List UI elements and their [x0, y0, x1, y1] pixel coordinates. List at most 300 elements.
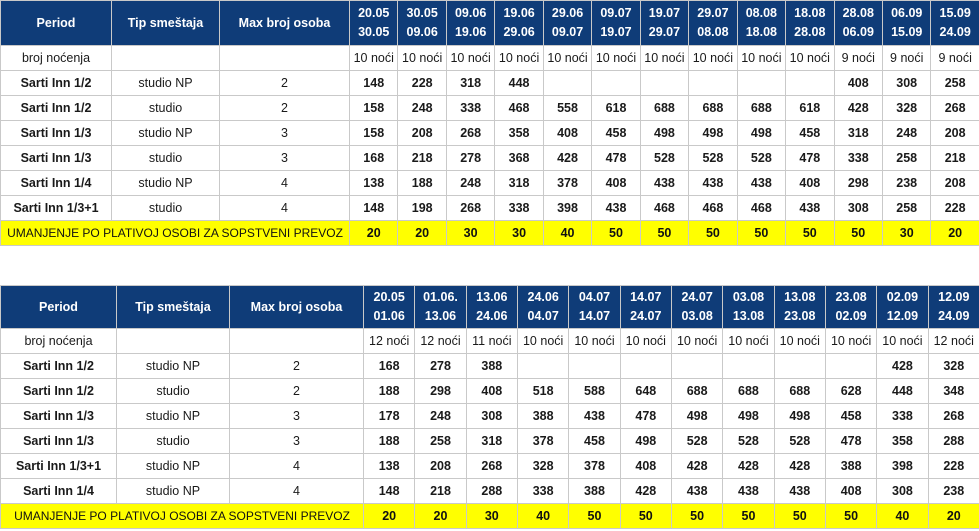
- price-cell: 248: [398, 96, 446, 121]
- accommodation-name: Sarti Inn 1/2: [1, 71, 112, 96]
- price-cell: [620, 354, 671, 379]
- price-cell: 498: [620, 429, 671, 454]
- period-start-date: 08.08: [745, 6, 777, 20]
- price-cell: 688: [723, 379, 774, 404]
- discount-value: 30: [466, 504, 517, 529]
- max-persons-value: 3: [230, 429, 364, 454]
- price-cell: 328: [517, 454, 568, 479]
- price-row: [1, 354, 979, 379]
- price-cell: 218: [415, 479, 466, 504]
- price-cell: [671, 354, 722, 379]
- accommodation-name: Sarti Inn 1/2: [1, 96, 112, 121]
- price-cell: 498: [689, 121, 737, 146]
- price-cell: 278: [446, 146, 494, 171]
- price-cell: 408: [834, 71, 882, 96]
- price-cell: 428: [671, 454, 722, 479]
- price-cell: 158: [350, 96, 398, 121]
- price-cell: [825, 354, 876, 379]
- period-date-header: [723, 286, 774, 329]
- price-cell: 348: [928, 379, 979, 404]
- period-start-date: 18.08: [794, 6, 826, 20]
- price-cell: [786, 71, 834, 96]
- price-cell: 468: [495, 96, 543, 121]
- price-cell: 558: [543, 96, 591, 121]
- price-cell: 298: [834, 171, 882, 196]
- type-header: Tip smeštaja: [117, 286, 230, 329]
- accommodation-type: studio NP: [112, 71, 220, 96]
- price-cell: 228: [398, 71, 446, 96]
- price-cell: 228: [928, 454, 979, 479]
- price-cell: 398: [543, 196, 591, 221]
- price-cell: 368: [495, 146, 543, 171]
- price-cell: 338: [446, 96, 494, 121]
- price-cell: 258: [931, 71, 979, 96]
- empty-cell: [112, 46, 220, 71]
- period-start-date: 09.06: [454, 6, 487, 20]
- price-cell: 258: [415, 429, 466, 454]
- price-cell: 338: [877, 404, 928, 429]
- price-cell: 258: [882, 196, 930, 221]
- price-cell: 448: [495, 71, 543, 96]
- period-date-header: [398, 1, 446, 46]
- nights-count-cell: 9 noći: [931, 46, 979, 71]
- price-cell: 688: [689, 96, 737, 121]
- period-start-date: 19.07: [648, 6, 681, 20]
- price-cell: 338: [834, 146, 882, 171]
- price-cell: 288: [928, 429, 979, 454]
- period-date-header: [640, 1, 688, 46]
- period-start-date: 13.06: [476, 290, 508, 304]
- period-end-date: 19.06: [454, 25, 487, 39]
- period-end-date: 09.07: [551, 25, 584, 39]
- price-cell: 498: [640, 121, 688, 146]
- price-row: [1, 171, 979, 196]
- accommodation-name: Sarti Inn 1/3+1: [1, 454, 117, 479]
- accommodation-type: studio NP: [117, 404, 230, 429]
- accommodation-name: Sarti Inn 1/3: [1, 121, 112, 146]
- price-cell: [543, 71, 591, 96]
- price-cell: 378: [517, 429, 568, 454]
- discount-value: 20: [931, 221, 979, 246]
- price-cell: 388: [466, 354, 517, 379]
- type-header: Tip smeštaja: [112, 1, 220, 46]
- discount-value: 50: [774, 504, 825, 529]
- period-end-date: 24.09: [938, 309, 970, 323]
- price-cell: 438: [774, 479, 825, 504]
- price-cell: [517, 354, 568, 379]
- accommodation-type: studio NP: [117, 354, 230, 379]
- period-date-header: [737, 1, 785, 46]
- nights-count-cell: 10 noći: [786, 46, 834, 71]
- period-end-date: 24.09: [939, 25, 971, 39]
- nights-count-cell: 10 noći: [723, 329, 774, 354]
- price-cell: 198: [398, 196, 446, 221]
- price-row: [1, 121, 979, 146]
- price-cell: 268: [931, 96, 979, 121]
- nights-count-cell: 10 noći: [495, 46, 543, 71]
- nights-count-cell: 10 noći: [398, 46, 446, 71]
- price-cell: 408: [786, 171, 834, 196]
- period-date-header: [592, 1, 640, 46]
- price-cell: 148: [350, 196, 398, 221]
- period-date-header: [882, 1, 930, 46]
- period-date-header: [786, 1, 834, 46]
- price-cell: [569, 354, 620, 379]
- price-cell: 218: [398, 146, 446, 171]
- price-cell: 388: [825, 454, 876, 479]
- period-start-date: 19.06: [503, 6, 535, 20]
- price-cell: 188: [364, 379, 415, 404]
- price-row: [1, 454, 979, 479]
- price-cell: 408: [543, 121, 591, 146]
- header-row: [1, 286, 979, 329]
- price-cell: 688: [737, 96, 785, 121]
- period-end-date: 08.08: [697, 25, 729, 39]
- period-date-header: [928, 286, 979, 329]
- price-cell: 188: [364, 429, 415, 454]
- period-date-header: [446, 1, 494, 46]
- price-cell: 318: [466, 429, 517, 454]
- max-persons-value: 2: [220, 96, 350, 121]
- discount-value: 50: [834, 221, 882, 246]
- price-cell: 428: [834, 96, 882, 121]
- period-date-header: [569, 286, 620, 329]
- price-cell: 288: [466, 479, 517, 504]
- discount-value: 50: [671, 504, 722, 529]
- period-start-date: 01.06.: [423, 290, 458, 304]
- price-cell: 248: [415, 404, 466, 429]
- max-persons-value: 4: [230, 479, 364, 504]
- price-row: [1, 196, 979, 221]
- period-start-date: 06.09: [891, 6, 923, 20]
- nights-count-cell: 10 noći: [671, 329, 722, 354]
- period-start-date: 14.07: [630, 290, 662, 304]
- period-date-header: [543, 1, 591, 46]
- accommodation-name: Sarti Inn 1/4: [1, 171, 112, 196]
- price-cell: [723, 354, 774, 379]
- period-end-date: 12.09: [886, 309, 919, 323]
- period-end-date: 09.06: [406, 25, 438, 39]
- price-cell: 478: [620, 404, 671, 429]
- price-cell: 228: [931, 196, 979, 221]
- nights-count-cell: 12 noći: [928, 329, 979, 354]
- price-cell: 388: [569, 479, 620, 504]
- nights-count-cell: 10 noći: [569, 329, 620, 354]
- period-date-header: [671, 286, 722, 329]
- header-row: [1, 1, 979, 46]
- nights-count-cell: 12 noći: [364, 329, 415, 354]
- price-cell: 528: [671, 429, 722, 454]
- price-cell: [774, 354, 825, 379]
- price-row: [1, 71, 979, 96]
- price-row: [1, 379, 979, 404]
- period-date-header: [364, 286, 415, 329]
- price-cell: 138: [364, 454, 415, 479]
- period-date-header: [517, 286, 568, 329]
- nights-count-cell: 12 noći: [415, 329, 466, 354]
- accommodation-type: studio: [117, 379, 230, 404]
- price-row: [1, 479, 979, 504]
- accommodation-type: studio NP: [117, 454, 230, 479]
- price-cell: 458: [825, 404, 876, 429]
- price-cell: 438: [592, 196, 640, 221]
- price-cell: 148: [350, 71, 398, 96]
- period-start-date: 29.06: [551, 6, 584, 20]
- period-end-date: 28.08: [794, 25, 826, 39]
- discount-label: UMANJENJE PO PLATIVOJ OSOBI ZA SOPSTVENI PREVOZ: [1, 504, 364, 529]
- price-cell: 438: [569, 404, 620, 429]
- price-cell: 208: [931, 171, 979, 196]
- discount-value: 40: [517, 504, 568, 529]
- price-cell: 378: [569, 454, 620, 479]
- price-cell: 338: [517, 479, 568, 504]
- nights-count-cell: 10 noći: [689, 46, 737, 71]
- price-cell: 438: [671, 479, 722, 504]
- discount-value: 50: [737, 221, 785, 246]
- price-cell: 318: [834, 121, 882, 146]
- price-cell: [592, 71, 640, 96]
- price-cell: 248: [882, 121, 930, 146]
- period-start-date: 29.07: [697, 6, 729, 20]
- price-cell: 268: [446, 196, 494, 221]
- price-cell: [737, 71, 785, 96]
- discount-value: 20: [350, 221, 398, 246]
- price-cell: 498: [774, 404, 825, 429]
- price-cell: 318: [495, 171, 543, 196]
- price-cell: 328: [882, 96, 930, 121]
- price-cell: 218: [931, 146, 979, 171]
- discount-value: 50: [689, 221, 737, 246]
- price-cell: 358: [877, 429, 928, 454]
- period-date-header: [495, 1, 543, 46]
- period-end-date: 14.07: [578, 309, 611, 323]
- price-cell: 458: [569, 429, 620, 454]
- period-date-header: [931, 1, 979, 46]
- nights-count-cell: 10 noći: [543, 46, 591, 71]
- nights-count-cell: 10 noći: [517, 329, 568, 354]
- price-cell: 268: [446, 121, 494, 146]
- nights-count-cell: 10 noći: [620, 329, 671, 354]
- price-cell: 478: [825, 429, 876, 454]
- price-cell: 178: [364, 404, 415, 429]
- max-persons-header: Max broj osoba: [220, 1, 350, 46]
- price-cell: 208: [398, 121, 446, 146]
- period-end-date: 24.06: [476, 309, 508, 323]
- price-cell: 268: [466, 454, 517, 479]
- price-cell: 308: [834, 196, 882, 221]
- accommodation-name: Sarti Inn 1/2: [1, 354, 117, 379]
- max-persons-value: 2: [230, 379, 364, 404]
- max-persons-value: 3: [220, 121, 350, 146]
- price-cell: 468: [737, 196, 785, 221]
- period-end-date: 13.08: [732, 309, 765, 323]
- price-cell: 138: [350, 171, 398, 196]
- price-cell: 358: [495, 121, 543, 146]
- discount-row: [1, 221, 979, 246]
- period-header: Period: [1, 286, 117, 329]
- nights-count-cell: 10 noći: [446, 46, 494, 71]
- nights-count-cell: 11 noći: [466, 329, 517, 354]
- price-cell: [640, 71, 688, 96]
- max-persons-value: 2: [230, 354, 364, 379]
- price-cell: 148: [364, 479, 415, 504]
- accommodation-type: studio NP: [117, 479, 230, 504]
- period-start-date: 12.09: [938, 290, 970, 304]
- discount-value: 40: [877, 504, 928, 529]
- accommodation-name: Sarti Inn 1/3: [1, 146, 112, 171]
- price-cell: 308: [882, 71, 930, 96]
- empty-cell: [230, 329, 364, 354]
- period-date-header: [774, 286, 825, 329]
- period-start-date: 28.08: [842, 6, 874, 20]
- price-cell: 588: [569, 379, 620, 404]
- price-cell: 518: [517, 379, 568, 404]
- period-end-date: 01.06: [373, 309, 405, 323]
- accommodation-name: Sarti Inn 1/3: [1, 429, 117, 454]
- price-cell: 528: [774, 429, 825, 454]
- discount-value: 50: [786, 221, 834, 246]
- discount-label: UMANJENJE PO PLATIVOJ OSOBI ZA SOPSTVENI PREVOZ: [1, 221, 350, 246]
- period-date-header: [825, 286, 876, 329]
- period-start-date: 03.08: [732, 290, 765, 304]
- price-cell: 328: [928, 354, 979, 379]
- period-end-date: 13.06: [424, 309, 457, 323]
- period-date-header: [834, 1, 882, 46]
- period-end-date: 15.09: [891, 25, 923, 39]
- period-end-date: 18.08: [745, 25, 777, 39]
- period-end-date: 04.07: [527, 309, 559, 323]
- period-date-header: [620, 286, 671, 329]
- period-date-header: [466, 286, 517, 329]
- price-cell: 208: [415, 454, 466, 479]
- period-date-header: [350, 1, 398, 46]
- period-start-date: 15.09: [939, 6, 971, 20]
- nights-label: broj noćenja: [1, 329, 117, 354]
- price-cell: 468: [689, 196, 737, 221]
- price-cell: 428: [620, 479, 671, 504]
- max-persons-value: 2: [220, 71, 350, 96]
- price-cell: 428: [774, 454, 825, 479]
- period-end-date: 03.08: [681, 309, 713, 323]
- discount-value: 30: [882, 221, 930, 246]
- price-cell: 188: [398, 171, 446, 196]
- price-cell: 618: [592, 96, 640, 121]
- discount-row: [1, 504, 979, 529]
- period-end-date: 23.08: [784, 309, 816, 323]
- period-end-date: 30.05: [358, 25, 390, 39]
- price-cell: 448: [877, 379, 928, 404]
- nights-count-cell: 10 noći: [825, 329, 876, 354]
- period-end-date: 29.06: [503, 25, 535, 39]
- nights-count-cell: 10 noći: [774, 329, 825, 354]
- price-cell: 458: [592, 121, 640, 146]
- price-cell: 688: [671, 379, 722, 404]
- period-date-header: [415, 286, 466, 329]
- price-cell: 158: [350, 121, 398, 146]
- discount-value: 30: [495, 221, 543, 246]
- price-cell: 528: [723, 429, 774, 454]
- nights-count-cell: 10 noći: [737, 46, 785, 71]
- discount-value: 50: [620, 504, 671, 529]
- price-cell: 438: [723, 479, 774, 504]
- price-cell: 318: [446, 71, 494, 96]
- price-cell: 278: [415, 354, 466, 379]
- price-cell: 308: [466, 404, 517, 429]
- period-start-date: 04.07: [578, 290, 611, 304]
- discount-value: 50: [592, 221, 640, 246]
- price-cell: 618: [786, 96, 834, 121]
- price-cell: 408: [592, 171, 640, 196]
- discount-value: 50: [723, 504, 774, 529]
- price-cell: 428: [723, 454, 774, 479]
- period-start-date: 30.05: [406, 6, 438, 20]
- price-cell: 498: [723, 404, 774, 429]
- price-cell: 528: [689, 146, 737, 171]
- price-cell: 458: [786, 121, 834, 146]
- period-end-date: 19.07: [600, 25, 632, 39]
- max-persons-value: 3: [220, 146, 350, 171]
- accommodation-type: studio NP: [112, 121, 220, 146]
- accommodation-name: Sarti Inn 1/4: [1, 479, 117, 504]
- accommodation-type: studio: [117, 429, 230, 454]
- period-start-date: 13.08: [784, 290, 816, 304]
- price-cell: 408: [620, 454, 671, 479]
- period-start-date: 02.09: [886, 290, 919, 304]
- period-date-header: [877, 286, 928, 329]
- period-end-date: 29.07: [648, 25, 681, 39]
- price-table-1: [0, 0, 979, 246]
- discount-value: 50: [825, 504, 876, 529]
- price-cell: 308: [877, 479, 928, 504]
- discount-value: 20: [398, 221, 446, 246]
- price-cell: 438: [640, 171, 688, 196]
- price-cell: 168: [364, 354, 415, 379]
- price-cell: 648: [620, 379, 671, 404]
- empty-cell: [220, 46, 350, 71]
- price-cell: 468: [640, 196, 688, 221]
- price-row: [1, 429, 979, 454]
- nights-count-cell: 9 noći: [834, 46, 882, 71]
- period-start-date: 20.05: [373, 290, 405, 304]
- period-end-date: 06.09: [842, 25, 874, 39]
- price-cell: 688: [774, 379, 825, 404]
- period-start-date: 24.06: [527, 290, 559, 304]
- discount-value: 20: [415, 504, 466, 529]
- accommodation-name: Sarti Inn 1/3+1: [1, 196, 112, 221]
- max-persons-value: 4: [220, 196, 350, 221]
- price-cell: 688: [640, 96, 688, 121]
- price-cell: 238: [928, 479, 979, 504]
- price-cell: 438: [689, 171, 737, 196]
- period-date-header: [689, 1, 737, 46]
- discount-value: 30: [446, 221, 494, 246]
- discount-value: 40: [543, 221, 591, 246]
- nights-count-cell: 10 noći: [640, 46, 688, 71]
- price-cell: 438: [737, 171, 785, 196]
- discount-value: 50: [640, 221, 688, 246]
- discount-value: 20: [364, 504, 415, 529]
- accommodation-name: Sarti Inn 1/3: [1, 404, 117, 429]
- period-end-date: 24.07: [630, 309, 662, 323]
- price-cell: 388: [517, 404, 568, 429]
- period-header: Period: [1, 1, 112, 46]
- accommodation-name: Sarti Inn 1/2: [1, 379, 117, 404]
- discount-value: 50: [569, 504, 620, 529]
- price-cell: 528: [737, 146, 785, 171]
- accommodation-type: studio: [112, 146, 220, 171]
- price-cell: 168: [350, 146, 398, 171]
- price-cell: 408: [466, 379, 517, 404]
